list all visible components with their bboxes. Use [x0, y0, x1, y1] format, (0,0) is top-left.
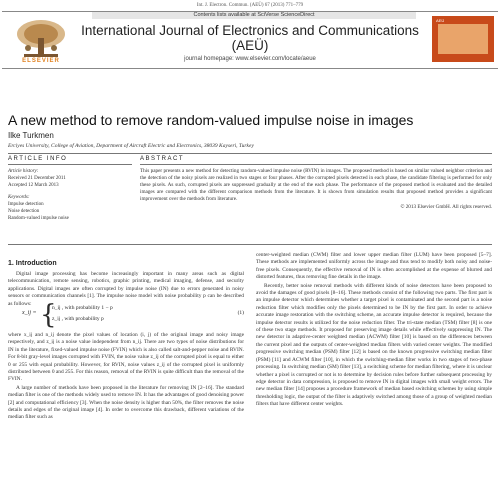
paragraph: center-weighted median (CWM) filter and lower upper median filter (LUM) have been proposed [5–7]. These methods are implemented uniformly across the image and thus tend to modify both noisy and noise-free pixels. Consequently, the effective removal of IN is often accomplished at the expense of blurred and distorted features, thus removing fine details in the image.: [256, 252, 492, 281]
keyword-item: Random-valued impulse noise: [8, 216, 69, 221]
keyword-item: Noise detection: [8, 209, 40, 214]
history-heading: Article history:: [8, 169, 39, 174]
article-info-divider: [8, 164, 132, 165]
abstract-text: This paper presents a new method for detecting random-valued impulse noise (RVIN) in images. The proposed method is based on similar valued neighbor criterion and the detection of the noisy pixels are realized in two stages or four phases. After the corrupted pixels detected in each phase, the candidate filtering is performed for only these pixels. As such, corrupted pixels are suppressed gradually at the end of the each phase. The performance of the proposed method is evaluated and the detailed images are compared with the different comparison methods from the literature. It is shown from simulation results that proposed method provides a significant improvement over the methods from literature.: [140, 168, 492, 202]
abstract-body: [140, 168, 492, 211]
journal-homepage-link[interactable]: journal homepage: www.elsevier.com/locate/aeue: [184, 56, 316, 62]
article-info-label: ARTICLE INFO: [8, 156, 68, 162]
paragraph: Digital image processing has become increasingly important in many areas such as digital telecommunication, remote sensing, robotics, graphic printing, medical imaging, defense, and security applications. Digital images are often corrupted by impulse noise (IN) due to errors generated in noisy sensors or communication channels [1]. The impulse noise model with noise probability p can be described as follows:: [8, 271, 244, 307]
contents-banner[interactable]: Contents lists available at SciVerse ScienceDirect: [92, 12, 416, 19]
cover-artwork: [438, 24, 488, 54]
cover-label: AEÜ: [436, 18, 445, 23]
elsevier-tree-logo: [6, 18, 76, 60]
equation-number: (1): [237, 310, 244, 316]
equation-case-2: z_ij , with probability p: [52, 316, 104, 322]
paper-title: A new method to remove random-valued impulse noise in images: [8, 112, 414, 128]
abstract-divider: [140, 164, 492, 165]
abstract-label: ABSTRACT: [140, 156, 185, 162]
accepted-date: Accepted 12 March 2013: [8, 183, 59, 188]
equation-brace: {: [40, 300, 57, 330]
keyword-item: Impulse detection: [8, 202, 44, 207]
equation-1: [20, 302, 244, 328]
column-left-bottom: [8, 332, 244, 500]
paragraph: where x_ij and n_ij denote the pixel values of location (i, j) of the original image and noisy image respectively, and z_ij is a noise value independent from n_ij. There are two types of noise distributions for IN in the literature, fixed-valued impulse noise (FVIN) which is also called salt-and-pepper noise and RVIN. For 8-bit gray-level images corrupted with FVIN, the noise value z_ij of the corrupted pixel is equal to either 0 or 255 with equal probability. However, for RVIN, noise values z_ij of the corrupted pixel is uniformly distributed between 0 and 255. For this reason, removal of the RVIN is quite difficult than the removal of the FVIN.: [8, 332, 244, 383]
journal-cover-thumbnail: [432, 16, 494, 62]
equation-lhs: x_ij =: [22, 310, 37, 316]
section-heading-introduction: 1. Introduction: [8, 260, 57, 267]
received-date: Received 21 December 2011: [8, 176, 66, 181]
equation-case-1: n_ij , with probability 1 − p: [52, 305, 113, 311]
author-affiliation: Erciyes University, College of Aviation, Department of Aircraft Electric and Electronics, 38039 Kayseri, Turkey: [8, 143, 254, 149]
author-name[interactable]: Ilke Turkmen: [8, 131, 54, 140]
journal-title: International Journal of Electronics and Communications (AEÜ): [81, 23, 419, 53]
keywords-heading: Keywords:: [8, 195, 30, 200]
copyright-notice: © 2013 Elsevier GmbH. All rights reserved.: [400, 204, 492, 210]
publisher-name: ELSEVIER: [22, 58, 60, 64]
section-divider-bottom: [8, 244, 492, 245]
section-divider: [8, 153, 492, 154]
column-right: [256, 252, 492, 500]
paragraph: Recently, better noise removal methods with different kinds of noise detectors have been proposed to avoid the damages of good pixels [8–16]. These methods consist of the following two parts. The first part is an impulse detector which determines whether a target pixel is contaminated and the second part is a noise reduction filter which modifies only the pixels determined to be IN by the first part. In order to achieve accurate image restoration with the switching scheme, an accurate impulse detector is required, because the impulse detector results is utilized for the noise reduction filter. The tri-state median (TSM) filter [8] is one of these two stage methods. It proposed for preserving image details while effectively suppressing IN. The new detector in adaptive-center weighted median (ACWM) filter [10] is based on the differences between the current pixel and the outputs of center-weighted median filters with varied center weights. The modified progressive switching median (PSM) filter [12] is based on the known progressive switching median filter (PSM) [11] and ACWM filter [10], in which the switching-median filter works in two stages of two-phase processing. In switching median (SM) filter [13], a switching scheme for median filtering, where it is unclear whether a pixel is corrupted or not is to determine by decision rules before further subsequent processing by edge detector in data compression, is proposed to remove IN in digital images with small weight errors. The new median filter [14] proposes a procedure framework of median based switching schemes by using simple thresholding logic, the output of the filter is adaptively switched among those of a group of weighted median filters that have different center weights.: [256, 282, 492, 408]
paragraph: A large number of methods have been proposed in the literature for removing IN [2–16]. The standard median filter is one of the methods widely used to remove IN. It has the advantages of good denoising power [2] and computational efficiency [3]. When the noise density is higher than 50%, the filter removes the noise details and edges of the original image [4]. In order to overcome this drawback, different variations of the median filter such as: [8, 384, 244, 421]
journal-reference: Int. J. Electron. Commun. (AEÜ) 67 (2013) 771–779: [196, 3, 304, 8]
